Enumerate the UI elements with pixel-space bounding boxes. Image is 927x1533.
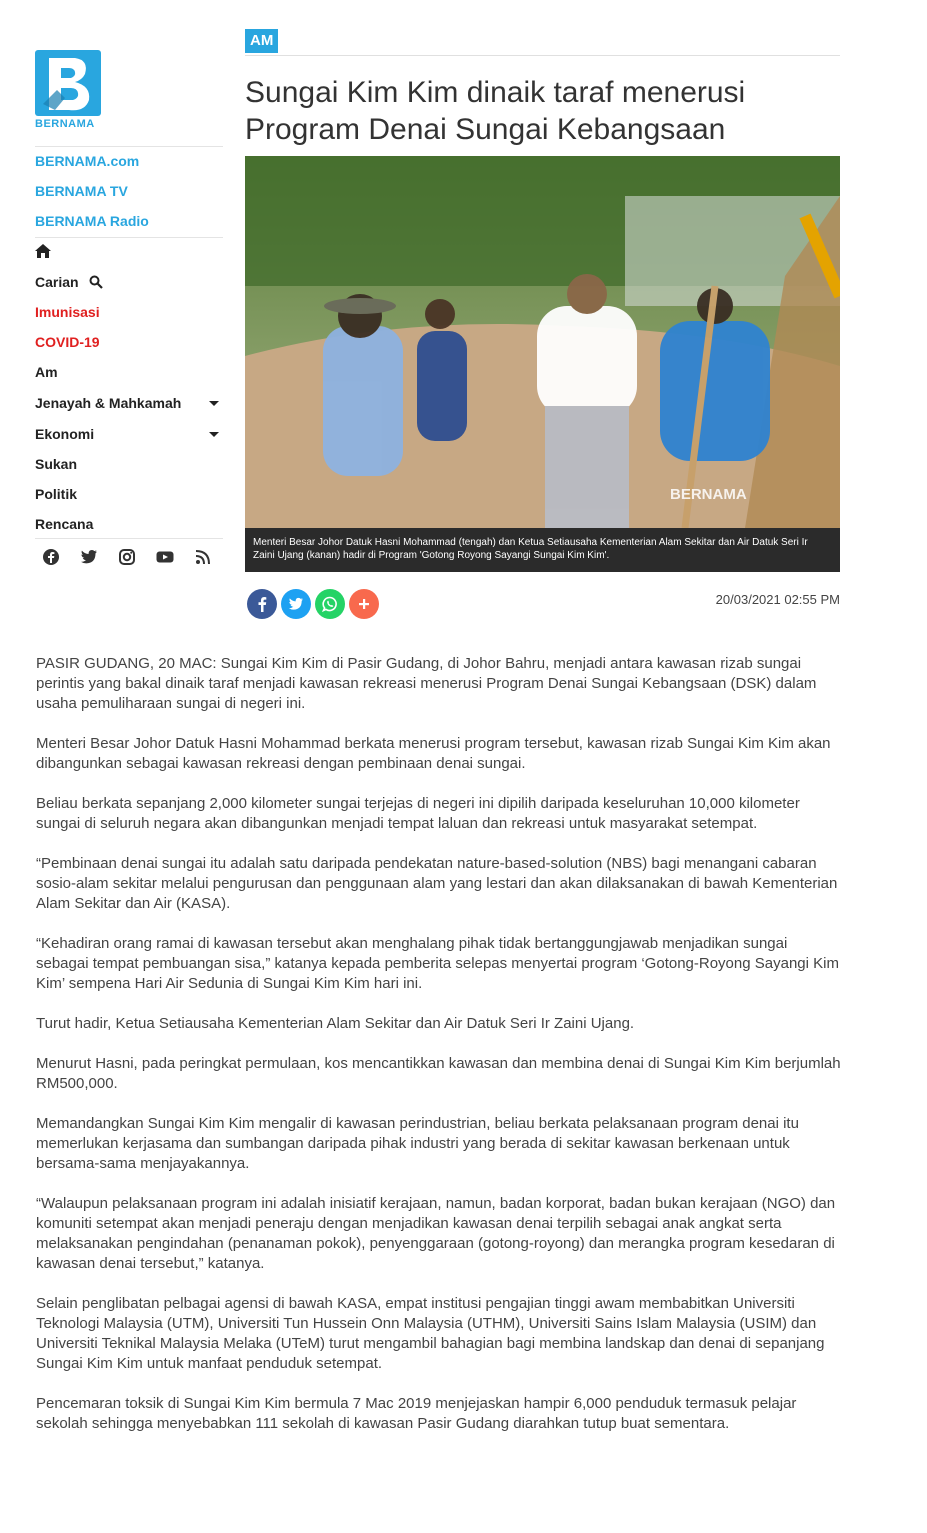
article-paragraph: Menteri Besar Johor Datuk Hasni Mohammad berkata menerusi program tersebut, kawasan rizab Sungai Kim Kim akan dibangunkan sebagai kawasan rekreasi dengan pembinaan denai sungai. [36, 735, 831, 772]
article-paragraph: “Pembinaan denai sungai itu adalah satu daripada pendekatan nature-based-solution (NBS) bagi menangani cabaran sosio-alam sekitar melalui pengurusan dan penggunaan alam yang lestari dan akan dilaksanakan di bawah Kementerian Alam Sekitar dan Air (KASA). [36, 855, 838, 912]
sidebar-divider [35, 538, 223, 539]
article-paragraph: Menurut Hasni, pada peringkat permulaan, kos mencantikkan kawasan dan membina denai di Sungai Kim Kim berjumlah RM500,000. [36, 1055, 841, 1092]
article-paragraph: Turut hadir, Ketua Setiausaha Kementerian Alam Sekitar dan Air Datuk Seri Ir Zaini Ujang. [36, 1015, 635, 1032]
whatsapp-icon [322, 596, 338, 612]
nav-ekonomi[interactable] [35, 426, 223, 442]
nav-covid-19[interactable]: COVID-19 [35, 334, 100, 350]
sidebar-divider [35, 146, 223, 147]
nav-imunisasi[interactable]: Imunisasi [35, 304, 100, 320]
article-paragraph: “Kehadiran orang ramai di kawasan tersebut akan menghalang pihak tidak bertanggungjawab menjadikan sungai sebagai tempat pembuangan sisa,” katanya kepada pemberita selepas menyertai program ‘Gotong-Royong Sayangi Kim Kim’ sempena Hari Air Sedunia di Sungai Kim Kim hari ini. [36, 935, 839, 992]
nav-am[interactable]: Am [35, 364, 58, 380]
social-links [42, 548, 212, 566]
sidebar-divider [35, 237, 223, 238]
article-paragraph: PASIR GUDANG, 20 MAC: Sungai Kim Kim di Pasir Gudang, di Johor Bahru, menjadi antara kawasan rizab sungai perintis yang bakal dinaik taraf menjadi kawasan rekreasi menerusi Program Denai Sungai Kebangsaan (DSK) dalam usaha pemuliharaan sungai di negeri ini. [36, 655, 817, 712]
youtube-icon[interactable] [156, 548, 174, 566]
photo-caption: Menteri Besar Johor Datuk Hasni Mohammad (tengah) dan Ketua Setiausaha Kementerian Alam Sekitar dan Air Datuk Seri Ir Zaini Ujang (kanan) hadir di Program 'Gotong Royong Sayangi Sungai Kim Kim'. [245, 528, 840, 572]
facebook-icon [256, 596, 268, 612]
category-divider [245, 55, 840, 56]
article-paragraph: “Walaupun pelaksanaan program ini adalah inisiatif kerajaan, namun, badan korporat, badan bukan kerajaan (NGO) dan komuniti setempat akan menjadi peneraju dengan menjadikan kawasan denai terpilih sebagai anak angkat serta melaksanakan pengindahan (penanaman pokok), penyenggaraan (gotong-royong) dan merangka program kesedaran di kawasan denai tersebut,” katanya. [36, 1195, 836, 1272]
article-paragraph: Beliau berkata sepanjang 2,000 kilometer sungai terjejas di negeri ini dipilih daripada keseluruhan 10,000 kilometer sungai di seluruh negara akan dibangunkan menjadi tempat laluan dan rekreasi untuk masyarakat setempat. [36, 795, 800, 832]
article-paragraph: Pencemaran toksik di Sungai Kim Kim bermula 7 Mac 2019 menjejaskan hampir 6,000 penduduk termasuk pelajar sekolah sehingga menyebabkan 111 sekolah di kawasan Pasir Gudang diarahkan tutup buat sementara. [36, 1395, 797, 1432]
nav-label: Jenayah & Mahkamah [35, 395, 182, 411]
share-twitter-button[interactable] [281, 589, 311, 619]
article-paragraph: Memandangkan Sungai Kim Kim mengalir di kawasan perindustrian, beliau berkata pelaksanaan program denai itu memerlukan kerjasama dan sumbangan daripada pihak industri yang berada di sekitar kawasan berkenaan untuk bersama-sama menjayakannya. [36, 1115, 799, 1172]
article-photo [245, 156, 840, 528]
link-bernama-radio[interactable]: BERNAMA Radio [35, 213, 149, 229]
link-bernama-tv[interactable]: BERNAMA TV [35, 183, 128, 199]
share-facebook-button[interactable] [247, 589, 277, 619]
home-icon [35, 244, 51, 258]
article-title: Sungai Kim Kim dinaik taraf menerusi Program Denai Sungai Kebangsaan [245, 76, 746, 146]
link-bernama-com[interactable]: BERNAMA.com [35, 153, 140, 169]
plus-icon [358, 598, 370, 610]
photo-watermark: BERNAMA [670, 486, 747, 503]
share-whatsapp-button[interactable] [315, 589, 345, 619]
chevron-down-icon[interactable] [209, 432, 219, 437]
search-label: Carian [35, 274, 79, 290]
instagram-icon[interactable] [118, 548, 136, 566]
share-buttons [247, 589, 379, 619]
search-icon [89, 275, 103, 289]
twitter-icon[interactable] [80, 548, 98, 566]
chevron-down-icon[interactable] [209, 401, 219, 406]
facebook-icon[interactable] [42, 548, 60, 566]
nav-jenayah-mahkamah[interactable] [35, 395, 223, 411]
logo-text: BERNAMA [35, 118, 95, 130]
nav-search[interactable] [35, 274, 223, 290]
nav-sukan[interactable]: Sukan [35, 456, 78, 472]
category-tag[interactable]: AM [245, 29, 278, 53]
sidebar [35, 50, 223, 134]
article-body [36, 654, 844, 1454]
twitter-icon [288, 597, 304, 611]
nav-politik[interactable]: Politik [35, 486, 78, 502]
nav-label: Ekonomi [35, 426, 95, 442]
nav-rencana[interactable]: Rencana [35, 516, 94, 532]
share-more-button[interactable] [349, 589, 379, 619]
logo-mark [35, 50, 101, 116]
nav-home[interactable] [35, 244, 223, 258]
rss-icon[interactable] [194, 548, 212, 566]
publish-date: 20/03/2021 02:55 PM [715, 592, 840, 607]
article-paragraph: Selain penglibatan pelbagai agensi di bawah KASA, empat institusi pengajian tinggi awam membabitkan Universiti Teknologi Malaysia (UTM), Universiti Tun Hussein Onn Malaysia (UTHM), Universiti Sains Islam Malaysia (USIM) dan Universiti Teknikal Malaysia Melaka (UTeM) turut mengambil bahagian bagi membina landskap dan denai di sepanjang Sungai Kim Kim untuk manfaat penduduk setempat. [36, 1295, 825, 1372]
bernama-logo[interactable] [35, 50, 103, 134]
